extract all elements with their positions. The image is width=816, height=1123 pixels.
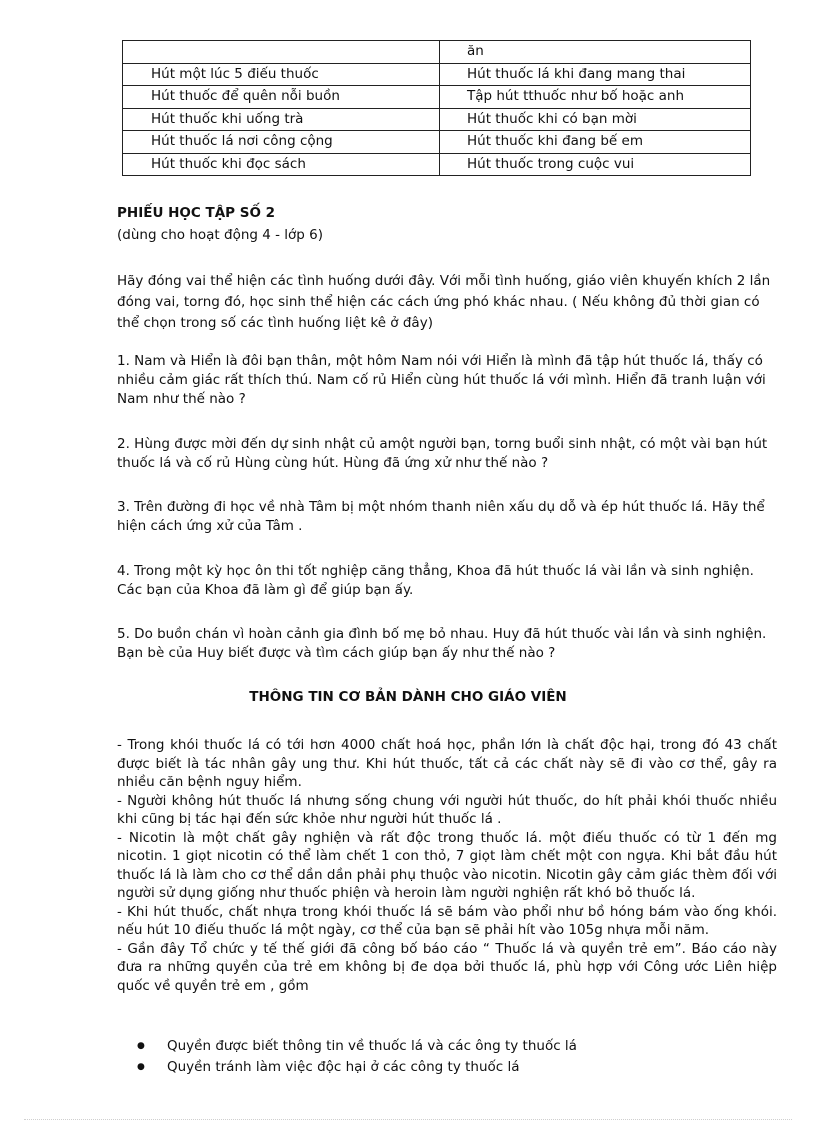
situation-5: 5. Do buồn chán vì hoàn cảnh gia đình bố mẹ bỏ nhau. Huy đã hút thuốc vài lần và sinh nghiện. Bạn bè của Huy biết được và tìm cách giúp bạn ấy như thế nào ? xyxy=(117,626,767,661)
rights-list xyxy=(137,1036,757,1078)
table-cell: Hút thuốc khi đọc sách xyxy=(123,153,440,176)
table-cell: Hút thuốc trong cuộc vui xyxy=(440,153,751,176)
info-paragraph: - Trong khói thuốc lá có tới hơn 4000 chất hoá học, phần lớn là chất độc hại, trong đó 43 chất được biết là tác nhân gây ung thư. Khi hút thuốc, tất cả các chất này sẽ đi vào cơ thể, gây ra nhiều căn bệnh nguy hiểm. xyxy=(117,737,777,790)
info-paragraph: - Gần đây Tổ chức y tế thế giới đã công bố báo cáo “ Thuốc lá và quyền trẻ em”. Báo cáo này đưa ra những quyền của trẻ em không bị đe dọa bởi thuốc lá, phù hợp với Công ước Liên hiệp quốc về quyền trẻ em , gồm xyxy=(117,940,777,994)
table-row xyxy=(123,86,751,109)
table-row xyxy=(123,153,751,176)
table-cell: Hút một lúc 5 điếu thuốc xyxy=(123,63,440,86)
situation-1: 1. Nam và Hiển là đôi bạn thân, một hôm Nam nói với Hiển là mình đã tập hút thuốc lá, thấy có nhiều cảm giác rất thích thú. Nam cố rủ Hiển cùng hút thuốc lá với mình. Hiển đã tranh luận với Nam như thế nào ? xyxy=(117,353,766,407)
teacher-info-body xyxy=(117,736,777,995)
table-cell: Hút thuốc lá khi đang mang thai xyxy=(440,63,751,86)
page-bottom-divider xyxy=(24,1119,792,1120)
table-cell: Hút thuốc lá nơi công cộng xyxy=(123,131,440,154)
table-cell: Hút thuốc khi có bạn mời xyxy=(440,108,751,131)
info-paragraph: - Khi hút thuốc, chất nhựa trong khói thuốc lá sẽ bám vào phổi như bồ hóng bám vào ống khói. nếu hút 10 điếu thuốc lá một ngày, cơ thể của bạn sẽ phải hít vào 105g nhựa mỗi năm. xyxy=(117,903,777,938)
worksheet-intro: Hãy đóng vai thể hiện các tình huống dưới đây. Với mỗi tình huống, giáo viên khuyến khích 2 lần đóng vai, torng đó, học sinh thể hiện các cách ứng phó khác nhau. ( Nếu không đủ thời gian có thể chọn trong số các tình huống liệt kê ở đây) xyxy=(117,273,771,331)
table-row xyxy=(123,131,751,154)
table-row xyxy=(123,41,751,64)
worksheet-subtitle: (dùng cho hoạt động 4 - lớp 6) xyxy=(117,227,324,243)
table-cell xyxy=(123,41,440,64)
table-cell: Hút thuốc để quên nỗi buồn xyxy=(123,86,440,109)
info-paragraph: - Người không hút thuốc lá nhưng sống chung với người hút thuốc, do hít phải khói thuốc nhiều khi cũng bị tác hại đến sức khỏe như người hút thuốc lá . xyxy=(117,792,777,827)
list-item-text: Quyền tránh làm việc độc hại ở các công ty thuốc lá xyxy=(167,1059,520,1075)
info-paragraph: - Nicotin là một chất gây nghiện và rất độc trong thuốc lá. một điếu thuốc có từ 1 đến mg nicotin. 1 giọt nicotin có thể làm chết 1 con thỏ, 7 giọt làm chết một con ngựa. Khi bắt đầu hút thuốc lá là làm cho cơ thể dần dần phải phụ thuộc vào nicotin. Nicotin gây cảm giác thèm đối với người sử dụng giống như thuốc phiện và heroin làm người nghiện rất khó bỏ thuốc lá. xyxy=(117,829,777,901)
table-cell: Tập hút tthuốc như bố hoặc anh xyxy=(440,86,751,109)
list-item-text: Quyền được biết thông tin về thuốc lá và các ông ty thuốc lá xyxy=(167,1038,577,1054)
table-cell: Hút thuốc khi uống trà xyxy=(123,108,440,131)
situation-3: 3. Trên đường đi học về nhà Tâm bị một nhóm thanh niên xấu dụ dỗ và ép hút thuốc lá. Hãy thể hiện cách ứng xử của Tâm . xyxy=(117,499,765,534)
list-item xyxy=(137,1036,757,1057)
table-cell: ăn xyxy=(440,41,751,64)
worksheet-title: PHIẾU HỌC TẬP SỐ 2 xyxy=(117,205,276,221)
teacher-info-heading: THÔNG TIN CƠ BẢN DÀNH CHO GIÁO VIÊN xyxy=(249,689,567,705)
table-cell: Hút thuốc khi đang bế em xyxy=(440,131,751,154)
table-row xyxy=(123,63,751,86)
bullet-icon: ● xyxy=(137,1062,145,1072)
situation-2: 2. Hùng được mời đến dự sinh nhật củ amột người bạn, torng buổi sinh nhật, có một vài bạn hút thuốc lá và cố rủ Hùng cùng hút. Hùng đã ứng xử như thế nào ? xyxy=(117,436,768,471)
table-row xyxy=(123,108,751,131)
smoking-habits-table xyxy=(122,40,751,176)
bullet-icon: ● xyxy=(137,1041,145,1051)
list-item xyxy=(137,1057,757,1078)
situation-4: 4. Trong một kỳ học ôn thi tốt nghiệp căng thẳng, Khoa đã hút thuốc lá vài lần và sinh nghiện. Các bạn của Khoa đã làm gì để giúp bạn ấy. xyxy=(117,563,754,598)
